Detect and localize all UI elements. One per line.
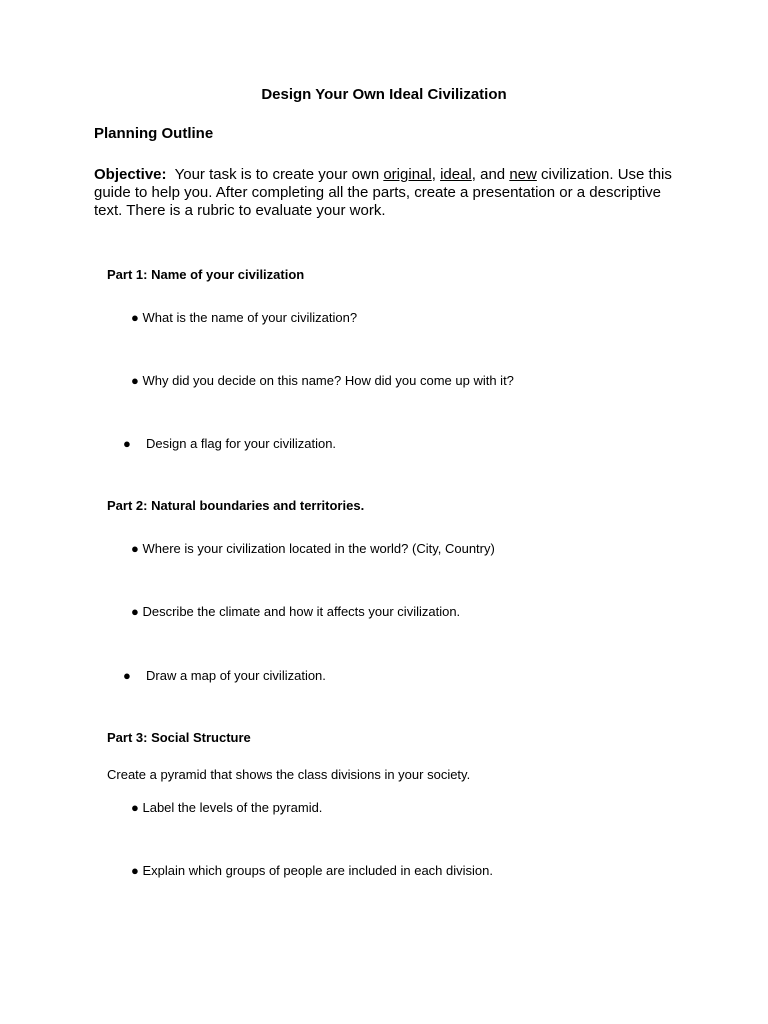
objective-word-original: original [383,166,432,183]
objective-paragraph [94,166,674,220]
objective-word-new: new [509,166,537,183]
list-item [131,604,460,619]
bullet-icon: ● [131,541,139,556]
bullet-icon: ● [131,604,139,619]
objective-sep-2: , and [471,166,506,183]
list-item-text: Explain which groups of people are included in each division. [142,863,493,878]
objective-text-2: civilization. Use this guide to help you. After completing all the parts, create a presentation or a descriptive text. There is a rubric to evaluate your work. [94,166,672,219]
bullet-icon: ● [131,863,139,878]
list-item [131,373,514,388]
bullet-icon: ● [131,310,139,325]
list-item-text: Design a flag for your civilization. [146,436,337,451]
part1-heading: Part 1: Name of your civilization [107,267,305,282]
list-item [123,668,326,683]
objective-label: Objective: [94,166,167,183]
part3-intro: Create a pyramid that shows the class divisions in your society. [107,767,471,782]
list-item-text: What is the name of your civilization? [142,310,358,325]
list-item [131,863,493,878]
bullet-icon: ● [131,800,139,815]
list-item-text: Describe the climate and how it affects your civilization. [142,604,461,619]
bullet-icon: ● [131,373,139,388]
part3-heading: Part 3: Social Structure [107,730,251,745]
objective-sep-1: , [431,166,436,183]
bullet-icon: ● [123,436,131,451]
list-item-text: Draw a map of your civilization. [146,668,326,683]
objective-text-1: Your task is to create your own [174,166,380,183]
list-item-text: Why did you decide on this name? How did you come up with it? [142,373,514,388]
list-item [131,800,322,815]
objective-word-ideal: ideal [440,166,472,183]
list-item-text: Where is your civilization located in the world? (City, Country) [142,541,495,556]
list-item [131,310,357,325]
list-item [131,541,495,556]
document-title: Design Your Own Ideal Civilization [261,86,507,103]
planning-outline-heading: Planning Outline [94,125,214,142]
list-item [123,436,336,451]
list-item-text: Label the levels of the pyramid. [142,800,323,815]
part2-heading: Part 2: Natural boundaries and territories. [107,498,365,513]
bullet-icon: ● [123,668,131,683]
